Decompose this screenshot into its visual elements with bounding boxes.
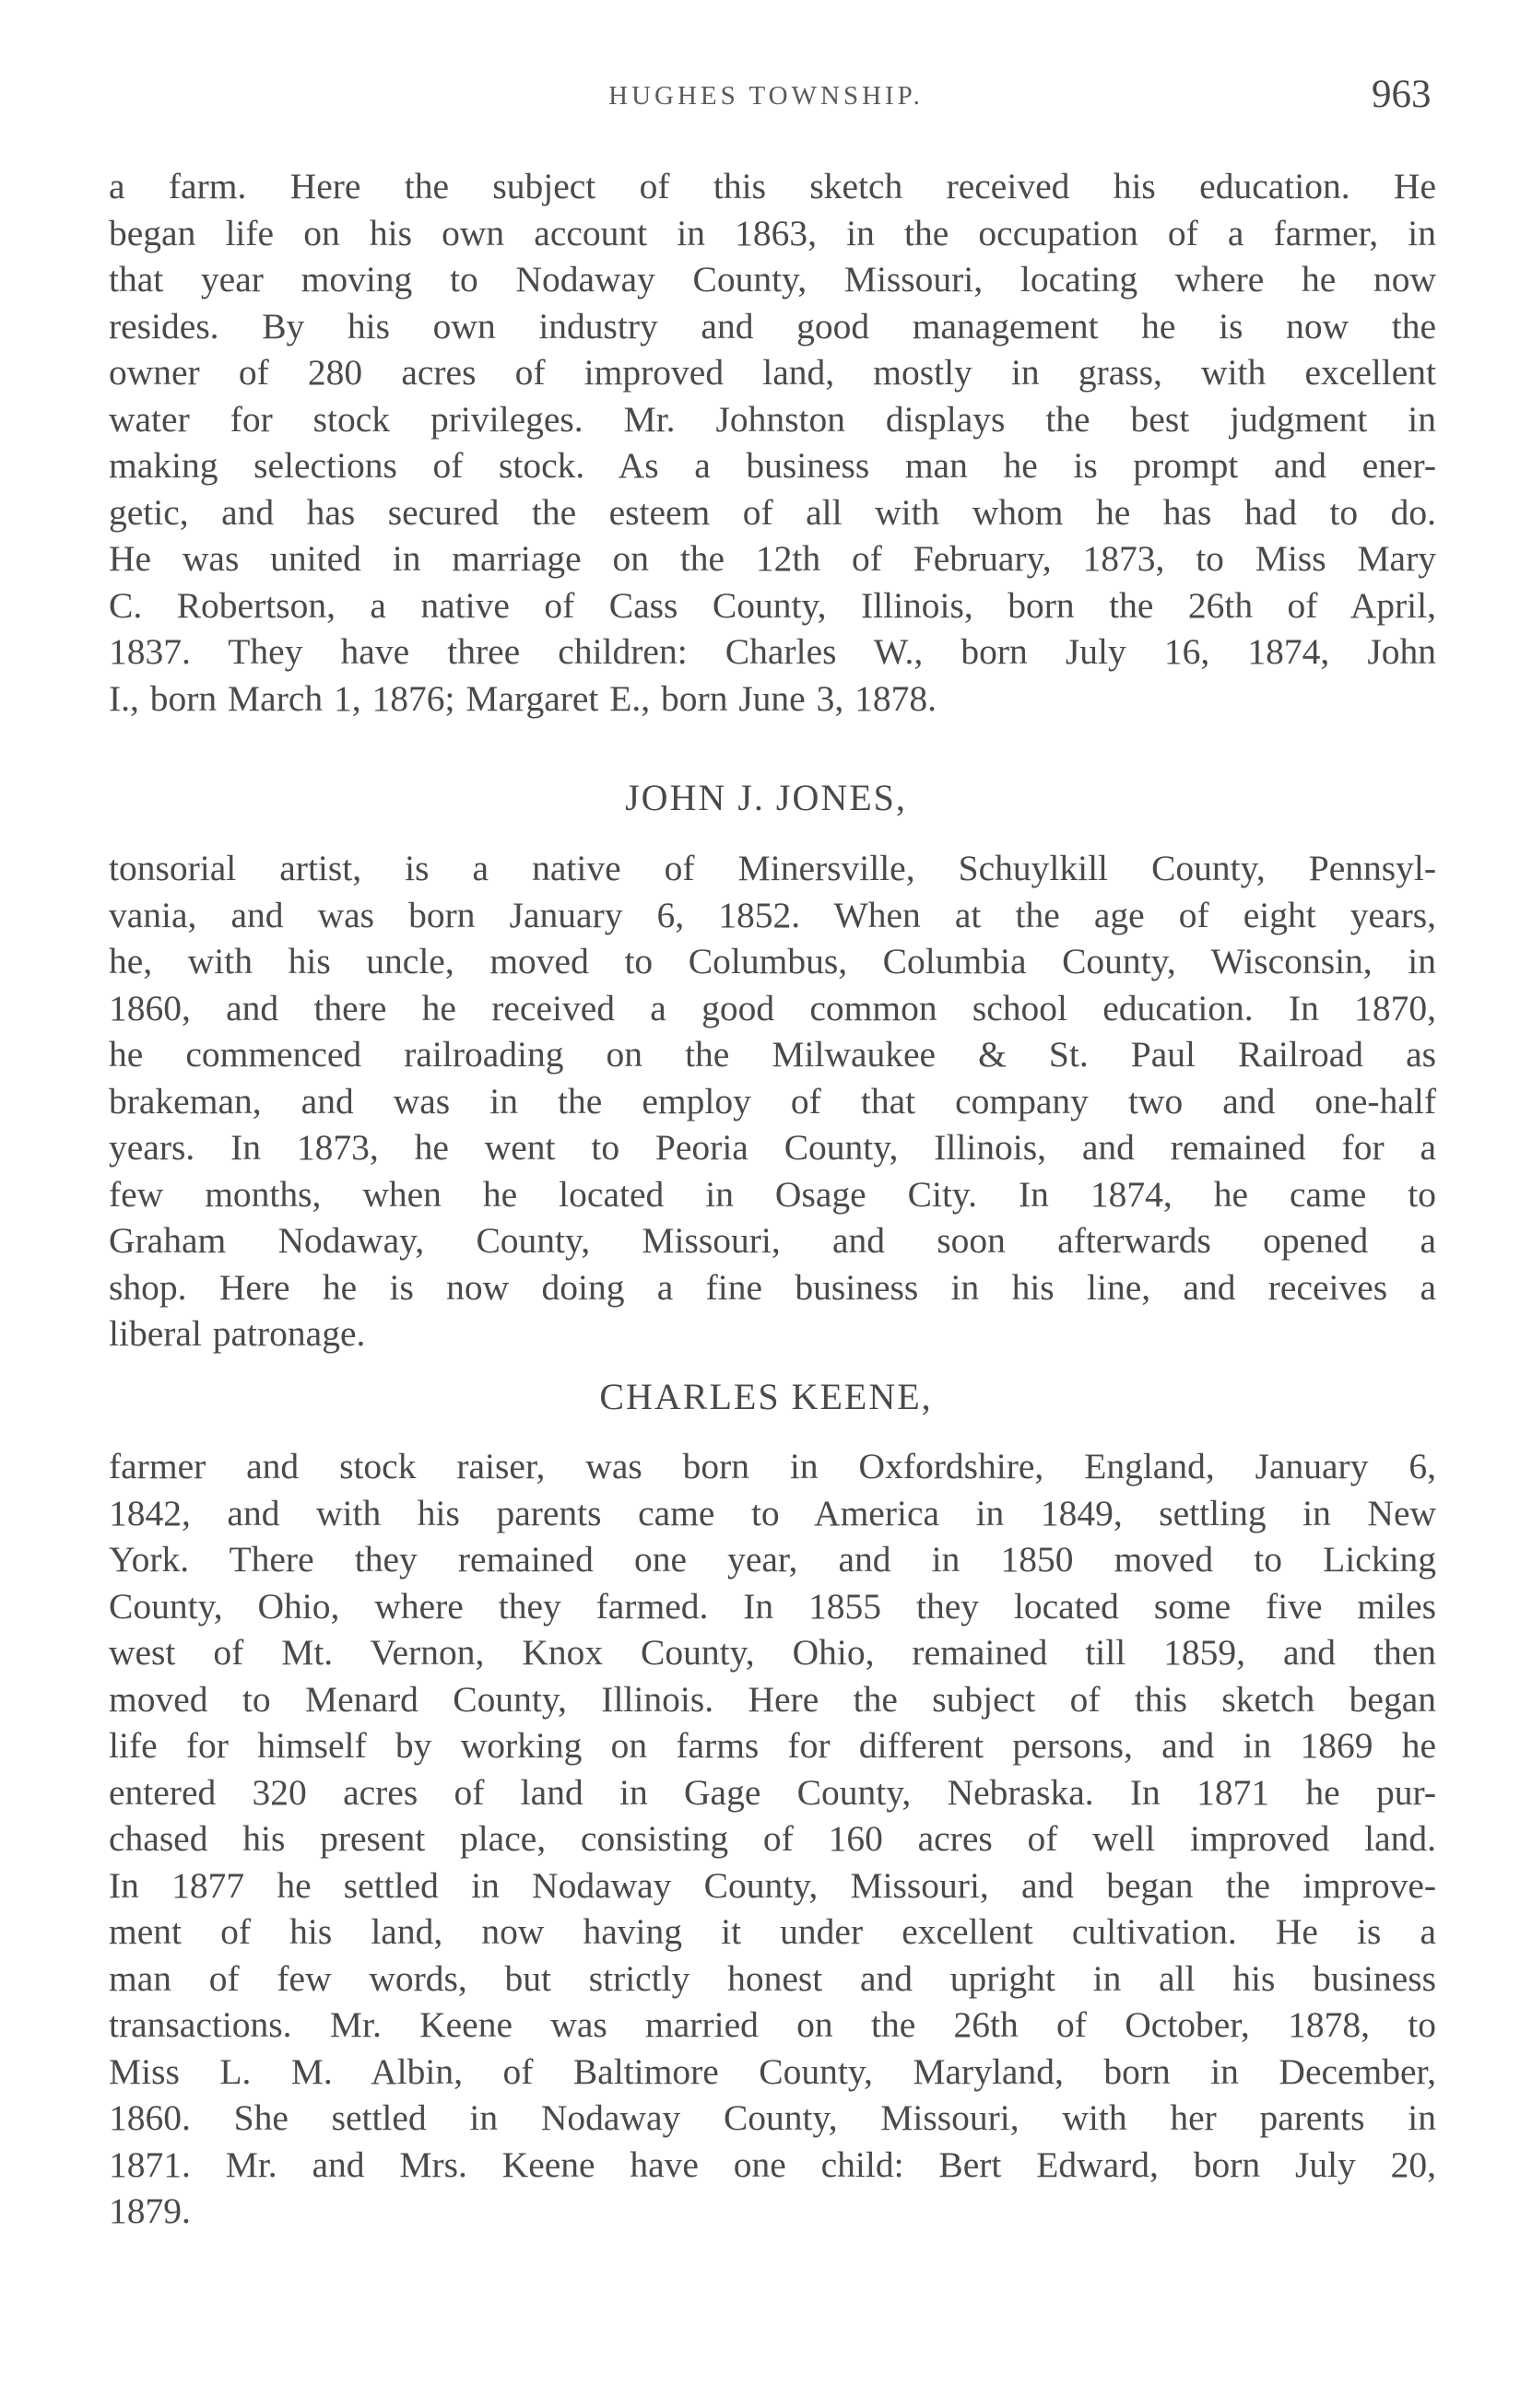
paragraph-charles-keene (109, 1443, 1436, 2235)
text-line: man of few words, but strictly honest and upright in all his business (109, 1957, 1436, 1999)
heading-john-j-jones: JOHN J. JONES, (625, 777, 907, 818)
text-line: he commenced railroading on the Milwaukee & St. Paul Railroad as (109, 1034, 1436, 1075)
text-line: Miss L. M. Albin, of Baltimore County, Maryland, born in December, (109, 2050, 1436, 2092)
text-line: C. Robertson, a native of Cass County, Illinois, born the 26th of April, (109, 584, 1436, 626)
text-line: making selections of stock. As a business man he is prompt and ener- (109, 445, 1436, 486)
text-line: shop. Here he is now doing a fine business in his line, and receives a (109, 1266, 1436, 1308)
text-line: chased his present place, consisting of 160 acres of well improved land. (109, 1818, 1436, 1859)
text-line: few months, when he located in Osage City. In 1874, he came to (109, 1173, 1436, 1215)
text-line: life for himself by working on farms for different persons, and in 1869 he (109, 1725, 1436, 1766)
text-line: 1860, and there he received a good common school education. In 1870, (109, 987, 1436, 1028)
text-line: owner of 280 acres of improved land, mostly in grass, with excellent (109, 352, 1436, 393)
text-line: County, Ohio, where they farmed. In 1855 they located some five miles (109, 1585, 1436, 1627)
running-head: HUGHES TOWNSHIP. (608, 81, 924, 111)
text-line: 1879. (109, 2191, 191, 2231)
text-line: years. In 1873, he went to Peoria County, Illinois, and remained for a (109, 1127, 1436, 1168)
paragraph-john-j-jones (109, 845, 1436, 1357)
text-line: vania, and was born January 6, 1852. When at the age of eight years, (109, 894, 1436, 935)
text-line: entered 320 acres of land in Gage County, Nebraska. In 1871 he pur- (109, 1771, 1436, 1813)
text-line: water for stock privileges. Mr. Johnston displays the best judgment in (109, 398, 1436, 440)
text-line: getic, and has secured the esteem of all with whom he has had to do. (109, 491, 1436, 533)
text-line: York. There they remained one year, and in 1850 moved to Licking (109, 1539, 1436, 1580)
text-line: transactions. Mr. Keene was married on the 26th of October, 1878, to (109, 2004, 1436, 2045)
text-line: 1860. She settled in Nodaway County, Missouri, with her parents in (109, 2097, 1436, 2138)
text-line: a farm. Here the subject of this sketch received his education. He (109, 166, 1436, 206)
text-line: west of Mt. Vernon, Knox County, Ohio, remained till 1859, and then (109, 1632, 1436, 1673)
text-line: brakeman, and was in the employ of that company two and one-half (109, 1080, 1436, 1122)
heading-charles-keene: CHARLES KEENE, (599, 1376, 933, 1417)
text-line: he, with his uncle, moved to Columbus, Columbia County, Wisconsin, in (109, 941, 1436, 981)
text-line: He was united in marriage on the 12th of February, 1873, to Miss Mary (109, 538, 1436, 579)
text-line: that year moving to Nodaway County, Missouri, locating where he now (109, 259, 1436, 300)
text-line: I., born March 1, 1876; Margaret E., born June 3, 1878. (109, 677, 937, 719)
text-line: 1842, and with his parents came to America in 1849, settling in New (109, 1492, 1436, 1533)
text-line: ment of his land, now having it under excellent cultivation. He is a (109, 1911, 1436, 1952)
text-line: 1837. They have three children: Charles W., born July 16, 1874, John (109, 631, 1436, 672)
text-line: Graham Nodaway, County, Missouri, and soon afterwards opened a (109, 1220, 1436, 1261)
text-line: moved to Menard County, Illinois. Here the subject of this sketch began (109, 1678, 1436, 1720)
text-line: In 1877 he settled in Nodaway County, Missouri, and began the improve- (109, 1864, 1436, 1906)
page-number: 963 (1372, 73, 1432, 116)
text-line: began life on his own account in 1863, in the occupation of a farmer, in (109, 212, 1436, 253)
text-line: farmer and stock raiser, was born in Oxfordshire, England, January 6, (109, 1446, 1436, 1486)
text-line: liberal patronage. (109, 1313, 366, 1354)
paragraph-johnston-continuation (109, 163, 1436, 722)
text-line: 1871. Mr. and Mrs. Keene have one child: Bert Edward, born July 20, (109, 2144, 1436, 2185)
text-line: tonsorial artist, is a native of Minersville, Schuylkill County, Pennsyl- (109, 848, 1436, 888)
text-line: resides. By his own industry and good management he is now the (109, 305, 1436, 347)
